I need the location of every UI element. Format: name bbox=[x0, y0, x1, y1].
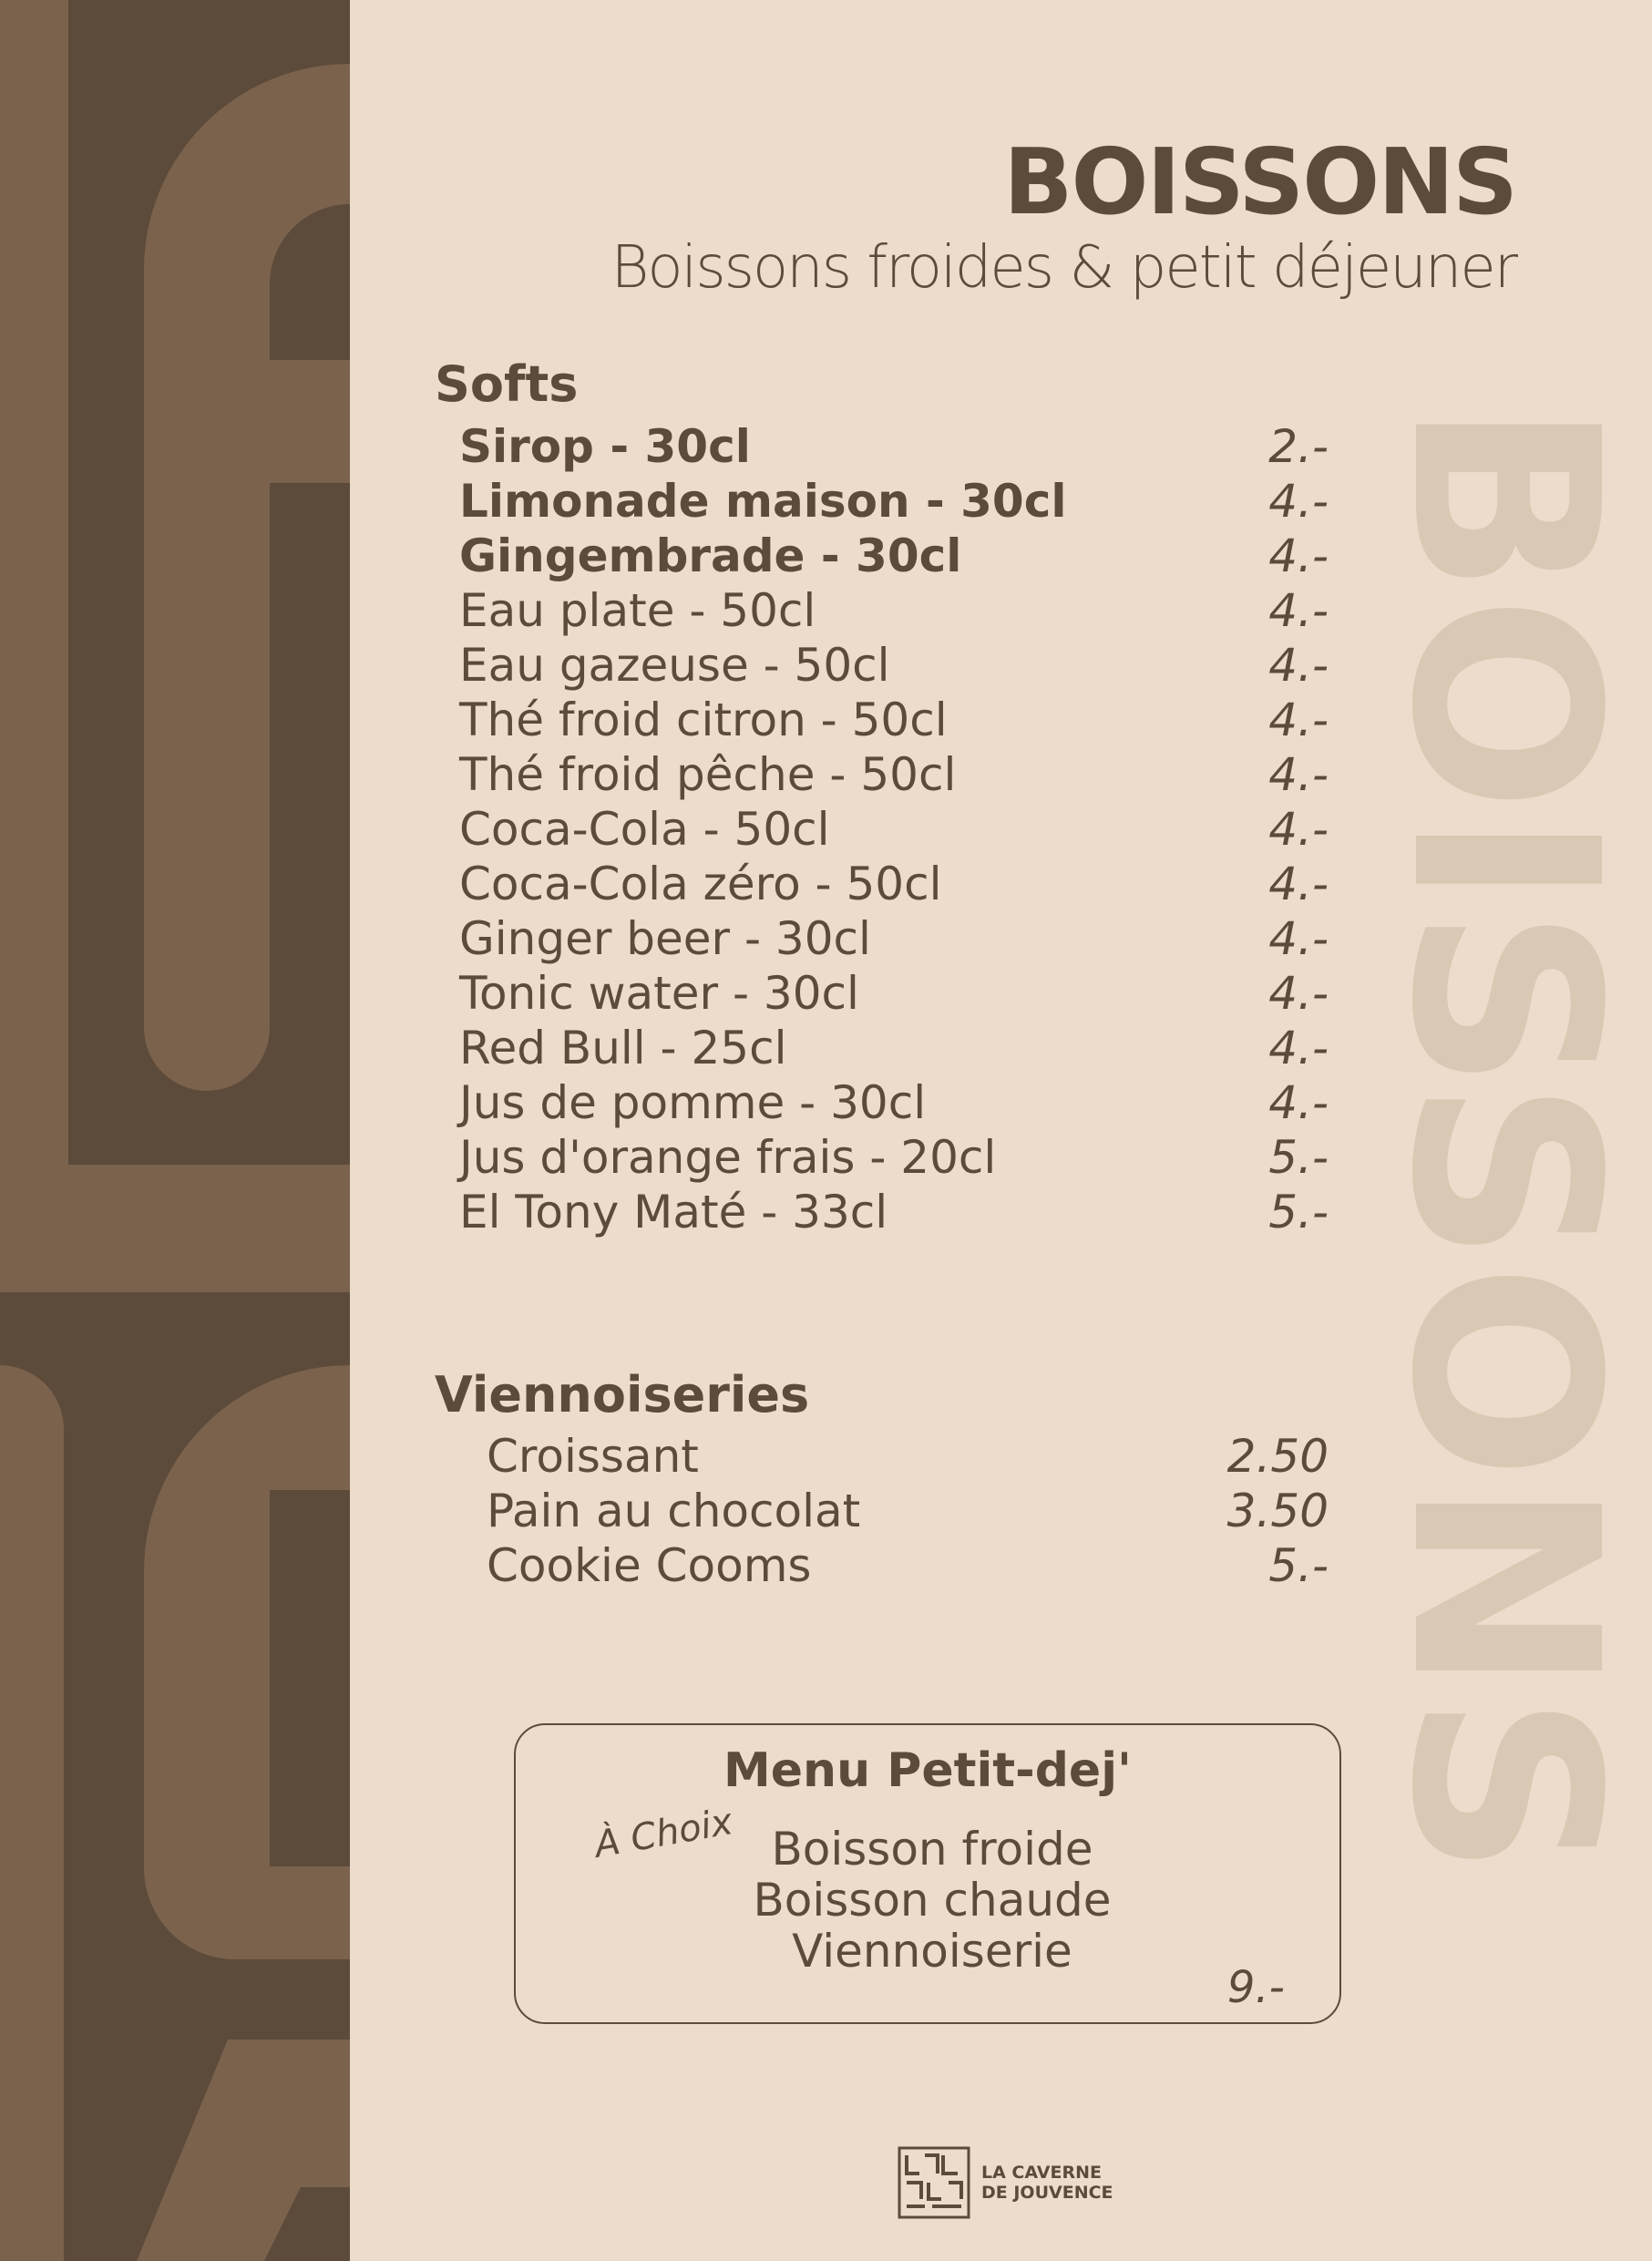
list-item bbox=[459, 1075, 1329, 1130]
item-price: 4.- bbox=[1268, 803, 1329, 856]
breakfast-menu-box bbox=[514, 1723, 1341, 2024]
viennoiseries-heading: Viennoiseries bbox=[435, 1366, 810, 1423]
list-item: Boisson froide bbox=[771, 1823, 1093, 1876]
item-name: Thé froid citron - 50cl bbox=[459, 694, 948, 746]
decorative-sidebar bbox=[0, 0, 350, 2261]
item-price: 3.50 bbox=[1226, 1485, 1329, 1537]
footer-logo bbox=[898, 2146, 1144, 2219]
brand-line-2: DE JOUVENCE bbox=[981, 2183, 1113, 2203]
page-subtitle: Boissons froides & petit déjeuner bbox=[611, 234, 1516, 302]
brand-name bbox=[981, 2163, 1113, 2203]
watermark-text bbox=[1355, 400, 1652, 1878]
item-price: 4.- bbox=[1268, 858, 1329, 910]
item-name: Pain au chocolat bbox=[487, 1485, 861, 1537]
item-name: Cookie Cooms bbox=[487, 1539, 812, 1592]
item-price: 2.- bbox=[1268, 420, 1329, 473]
item-price: 4.- bbox=[1268, 1076, 1329, 1129]
item-price: 4.- bbox=[1268, 1022, 1329, 1074]
list-item bbox=[459, 1021, 1329, 1075]
item-price: 4.- bbox=[1268, 639, 1329, 692]
item-price: 4.- bbox=[1268, 694, 1329, 746]
list-item bbox=[459, 747, 1329, 802]
item-name: Jus de pomme - 30cl bbox=[459, 1076, 927, 1129]
item-name: Tonic water - 30cl bbox=[459, 967, 859, 1020]
watermark-label: BOISSONS bbox=[1355, 400, 1652, 1878]
list-item bbox=[459, 638, 1329, 693]
item-name: Eau gazeuse - 50cl bbox=[459, 639, 890, 692]
item-name: Thé froid pêche - 50cl bbox=[459, 748, 957, 801]
breakfast-menu-items bbox=[516, 1824, 1339, 1977]
item-name: Coca-Cola zéro - 50cl bbox=[459, 858, 942, 910]
list-item: Viennoiserie bbox=[792, 1925, 1072, 1978]
item-name: Gingembrade - 30cl bbox=[459, 529, 962, 582]
softs-list bbox=[459, 419, 1329, 1239]
list-item bbox=[459, 1130, 1329, 1185]
list-item: Boisson chaude bbox=[753, 1874, 1112, 1927]
list-item bbox=[459, 474, 1329, 529]
item-price: 5.- bbox=[1268, 1539, 1329, 1592]
list-item bbox=[459, 529, 1329, 583]
item-price: 4.- bbox=[1268, 584, 1329, 637]
item-price: 4.- bbox=[1268, 967, 1329, 1020]
breakfast-menu-title: Menu Petit-dej' bbox=[723, 1743, 1132, 1798]
page-title: BOISSONS bbox=[1003, 128, 1516, 235]
choice-note: À Choix bbox=[591, 1801, 736, 1866]
item-price: 4.- bbox=[1268, 748, 1329, 801]
softs-heading: Softs bbox=[435, 355, 579, 413]
list-item bbox=[459, 802, 1329, 857]
list-item bbox=[459, 419, 1329, 474]
item-name: Sirop - 30cl bbox=[459, 420, 751, 473]
item-price: 2.50 bbox=[1226, 1430, 1329, 1483]
item-name: El Tony Maté - 33cl bbox=[459, 1186, 888, 1238]
list-item bbox=[487, 1484, 1329, 1538]
item-name: Coca-Cola - 50cl bbox=[459, 803, 830, 856]
item-name: Jus d'orange frais - 20cl bbox=[459, 1131, 997, 1184]
item-name: Croissant bbox=[487, 1430, 699, 1483]
list-item bbox=[459, 857, 1329, 911]
item-price: 4.- bbox=[1268, 912, 1329, 965]
list-item bbox=[487, 1538, 1329, 1593]
breakfast-menu-price: 9.- bbox=[1226, 1962, 1285, 2013]
list-item bbox=[459, 911, 1329, 966]
item-name: Red Bull - 25cl bbox=[459, 1022, 787, 1074]
item-name: Ginger beer - 30cl bbox=[459, 912, 871, 965]
brand-line-1: LA CAVERNE bbox=[981, 2163, 1102, 2183]
item-price: 4.- bbox=[1268, 529, 1329, 582]
viennoiseries-list bbox=[487, 1429, 1329, 1593]
item-price: 5.- bbox=[1268, 1186, 1329, 1238]
item-name: Eau plate - 50cl bbox=[459, 584, 816, 637]
list-item bbox=[487, 1429, 1329, 1484]
list-item bbox=[459, 1185, 1329, 1239]
list-item bbox=[459, 693, 1329, 747]
list-item bbox=[459, 966, 1329, 1021]
item-price: 5.- bbox=[1268, 1131, 1329, 1184]
item-price: 4.- bbox=[1268, 475, 1329, 528]
list-item bbox=[459, 583, 1329, 638]
logo-mark-icon bbox=[898, 2146, 970, 2219]
sidebar-pattern bbox=[0, 0, 350, 2261]
item-name: Limonade maison - 30cl bbox=[459, 475, 1067, 528]
